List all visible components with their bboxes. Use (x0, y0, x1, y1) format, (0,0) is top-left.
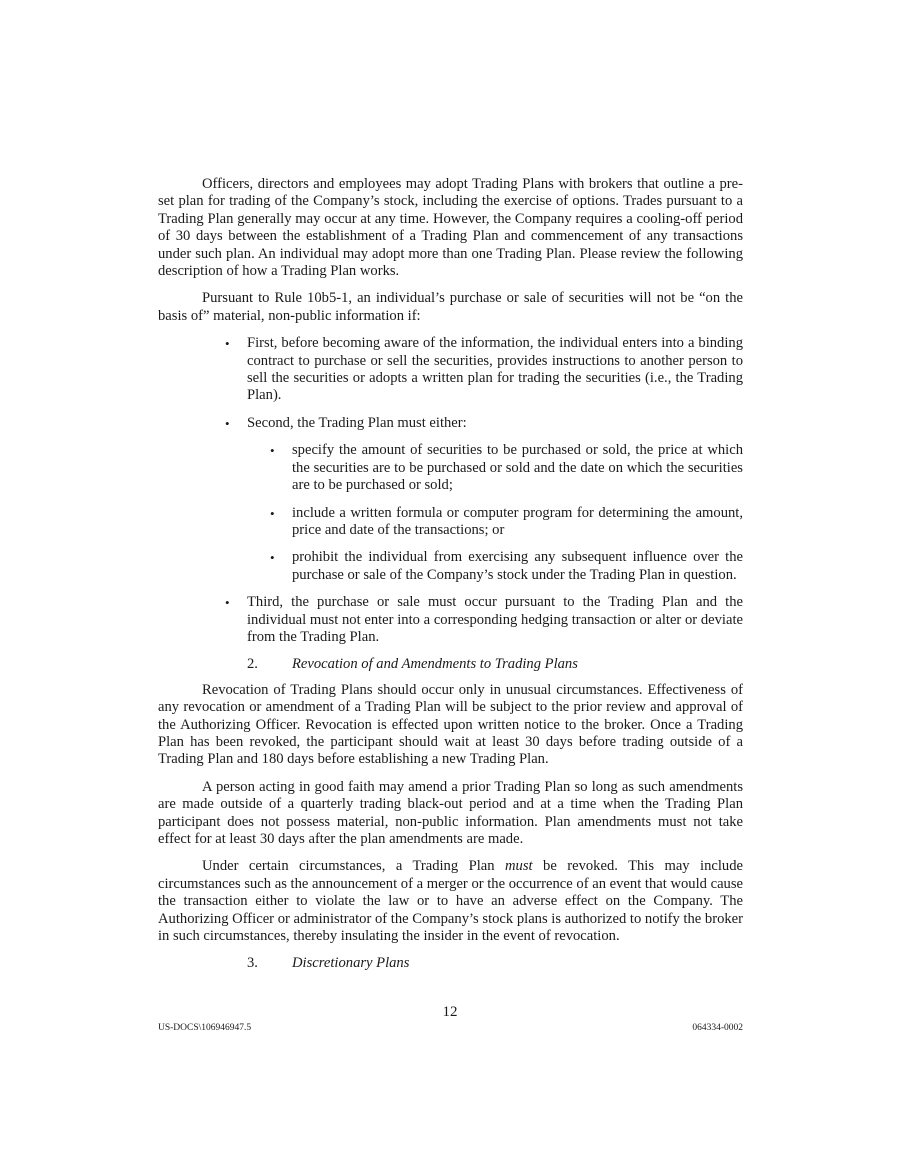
list-item (270, 549, 743, 584)
trading-plan-requirements-list (247, 442, 743, 584)
text-run: be revoked. This may include circumstances such as the announcement of a merger or the occurrence of an event that would cause the transaction either to violate the law or to have an adverse effect on the Company. The Authorizing Officer or administrator of the Company’s stock plans is authorized to notify the broker in such circumstances, thereby insulating the insider in the event of revocation. (158, 858, 743, 945)
bullet-icon: • (270, 443, 275, 459)
section-title: Discretionary Plans (292, 955, 410, 972)
section-number: 2. (247, 656, 258, 673)
list-item (270, 504, 743, 540)
section-heading-discretionary (158, 955, 743, 972)
sub-bullet-text: specify the amount of securities to be purchased or sold, the price at which the securities are to be purchased or sold and the date on which the securities are to be purchased or sold; (292, 442, 743, 494)
emphasis-must: must (505, 858, 533, 875)
bullet-icon: • (225, 336, 230, 352)
list-item (225, 594, 743, 646)
list-item (225, 414, 743, 584)
document-page (158, 176, 743, 981)
page-number: 12 (442, 1004, 458, 1020)
paragraph-trading-plans-intro: Officers, directors and employees may adopt Trading Plans with brokers that outline a pre-set plan for trading of the Company’s stock, including the exercise of options. Trades pursuant to a Trading Plan generally may occur at any time. However, the Company requires a cooling-off period of 30 days between the establishment of a Trading Plan and commencement of any transactions under such plan. An individual may adopt more than one Trading Plan. Please review the following description of how a Trading Plan works. (158, 176, 743, 280)
bullet-icon: • (225, 415, 230, 431)
matter-id: 064334-0002 (692, 1023, 743, 1033)
paragraph-mandatory-revocation (158, 858, 743, 945)
paragraph-amendment: A person acting in good faith may amend a prior Trading Plan so long as such amendments are made outside of a quarterly trading black-out period and at a time when the Trading Plan participant does not possess material, non-public information. Plan amendments must not take effect for at least 30 days after the plan amendments are made. (158, 778, 743, 847)
bullet-icon: • (270, 550, 275, 566)
bullet-text-third: Third, the purchase or sale must occur pursuant to the Trading Plan and the individual must not enter into a corresponding hedging transaction or alter or deviate from the Trading Plan. (247, 594, 743, 645)
bullet-text-second: Second, the Trading Plan must either: (247, 414, 467, 431)
text-run: Under certain circumstances, a Trading Plan (202, 858, 505, 875)
conditions-list (158, 335, 743, 646)
document-id: US-DOCS\106946947.5 (158, 1023, 252, 1033)
list-item (270, 442, 743, 494)
bullet-icon: • (225, 595, 230, 611)
list-item (225, 335, 743, 405)
paragraph-rule-10b5-1: Pursuant to Rule 10b5-1, an individual’s purchase or sale of securities will not be “on the basis of” material, non-public information if: (158, 290, 743, 324)
bullet-text-first: First, before becoming aware of the information, the individual enters into a binding contract to purchase or sell the securities, provides instructions to another person to sell the securities or adopts a written plan for trading the securities (i.e., the Trading Plan). (247, 335, 743, 404)
section-title: Revocation of and Amendments to Trading Plans (292, 656, 578, 673)
paragraph-revocation: Revocation of Trading Plans should occur only in unusual circumstances. Effectiveness of any revocation or amendment of a Trading Plan will be subject to the prior review and approval of the Authorizing Officer. Revocation is effected upon written notice to the broker. Once a Trading Plan has been revoked, the participant should wait at least 30 days before trading outside of a Trading Plan and 180 days before establishing a new Trading Plan. (158, 681, 743, 768)
section-heading-revocation (158, 656, 743, 673)
bullet-icon: • (270, 505, 275, 521)
sub-bullet-text: include a written formula or computer program for determining the amount, price and date of the transactions; or (292, 504, 743, 538)
sub-bullet-text: prohibit the individual from exercising any subsequent influence over the purchase or sale of the Company’s stock under the Trading Plan in question. (292, 549, 743, 583)
section-number: 3. (247, 955, 258, 972)
